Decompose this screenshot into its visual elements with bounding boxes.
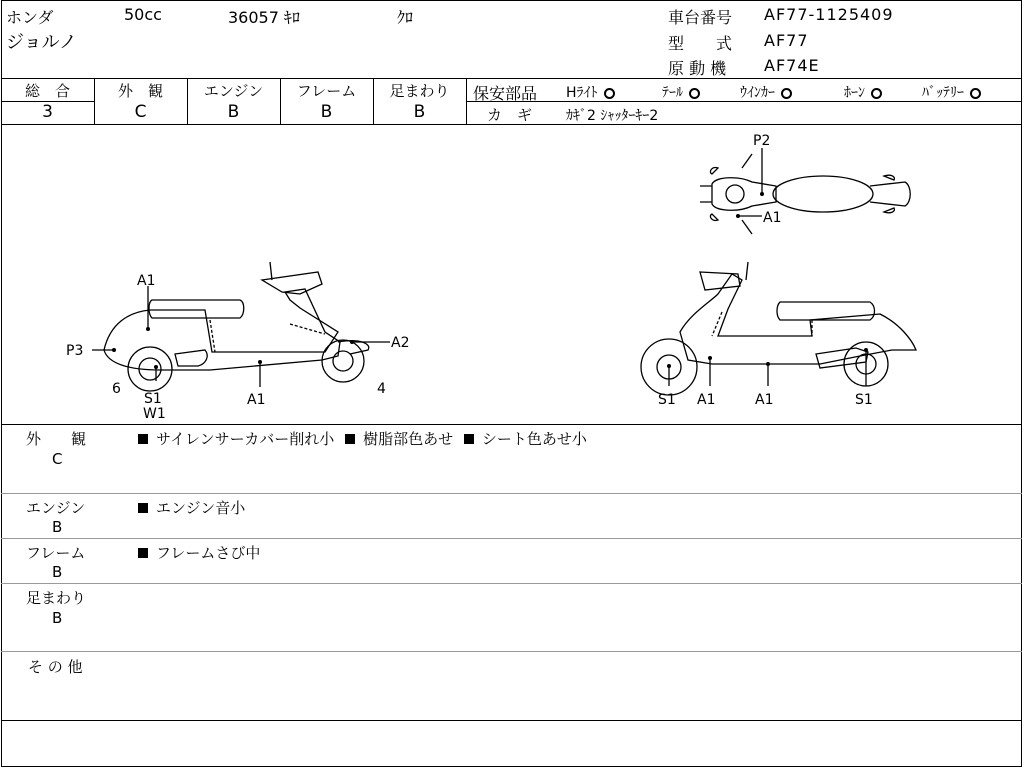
model-name: ジョルノ: [6, 32, 77, 53]
bullet-icon: [138, 503, 148, 513]
damage-label-4: 4: [377, 381, 386, 397]
remark-notes-exterior: サイレンサーカバー削れ小 樹脂部色あせ シート色あせ小: [136, 428, 587, 449]
mileage: 36057 ｷﾛ: [228, 8, 300, 27]
remark-category-frame: フレーム: [26, 544, 86, 562]
ok-mark-icon: [781, 88, 792, 99]
damage-label-p3: P3: [66, 343, 84, 359]
remark-grade-frame: B: [52, 563, 63, 581]
bullet-icon: [345, 434, 355, 444]
scooter-right-view: [641, 262, 916, 395]
frame-no-label: 車台番号: [668, 8, 733, 27]
divider: [466, 78, 467, 124]
divider: [1, 583, 1022, 584]
displacement: 50cc: [124, 5, 162, 24]
damage-label-s1: S1: [855, 392, 873, 408]
key-value: ｶｷﾞ2 ｼｬｯﾀｰｷｰ2: [566, 108, 659, 124]
scooter-damage-diagram: [0, 124, 1024, 424]
remark-category-other: そ の 他: [28, 658, 83, 676]
remark-notes-engine: エンジン音小: [136, 497, 245, 518]
ok-mark-icon: [604, 88, 615, 99]
safety-item-winker: ｳｲﾝｶｰ: [740, 82, 792, 102]
remark-category-engine: エンジン: [26, 499, 86, 517]
ok-mark-icon: [871, 88, 882, 99]
bullet-icon: [138, 548, 148, 558]
damage-label-a1: A1: [697, 392, 716, 408]
damage-label-a1: A1: [137, 273, 156, 289]
frame-grade: B: [320, 102, 333, 122]
engine-grade-label: エンジン: [203, 82, 264, 100]
safety-parts-label: 保安部品: [473, 84, 538, 103]
divider: [1, 493, 1022, 494]
type-value: AF77: [764, 31, 809, 50]
ok-mark-icon: [689, 88, 700, 99]
exterior-grade-label: 外 観: [117, 82, 163, 100]
bullet-icon: [138, 434, 148, 444]
type-label: 型 式: [668, 34, 733, 53]
damage-label-w1: W1: [143, 406, 166, 422]
damage-label-6: 6: [112, 381, 121, 397]
divider: [1, 538, 1022, 539]
safety-item-tail: ﾃｰﾙ: [662, 82, 700, 102]
remark-grade-exterior: C: [52, 450, 63, 468]
safety-item-horn: ﾎｰﾝ: [844, 82, 882, 102]
remark-category-exterior: 外 観: [26, 430, 87, 448]
divider: [1, 720, 1022, 721]
divider: [1, 78, 1022, 79]
damage-label-p2: P2: [753, 133, 771, 149]
damage-label-s1: S1: [658, 392, 676, 408]
exterior-grade: C: [134, 102, 147, 122]
damage-label-a1: A1: [247, 392, 266, 408]
safety-item-battery: ﾊﾞｯﾃﾘｰ: [922, 82, 981, 102]
engine-model: AF74E: [764, 56, 820, 75]
engine-grade: B: [227, 102, 240, 122]
engine-model-label: 原 動 機: [668, 59, 727, 78]
damage-label-s1: S1: [144, 391, 162, 407]
color: ｸﾛ: [397, 8, 414, 27]
bullet-icon: [464, 434, 474, 444]
key-label: カ ギ: [487, 106, 533, 124]
ok-mark-icon: [970, 88, 981, 99]
suspension-grade-label: 足まわり: [389, 82, 450, 100]
suspension-grade: B: [413, 102, 426, 122]
safety-item-headlight: Hﾗｲﾄ: [566, 82, 615, 102]
frame-grade-label: フレーム: [296, 82, 357, 100]
total-grade-label: 総 合: [24, 82, 70, 100]
damage-label-a2: A2: [391, 335, 410, 351]
remark-category-suspension: 足まわり: [26, 589, 87, 607]
maker: ホンダ: [6, 8, 54, 27]
remark-grade-suspension: B: [52, 609, 63, 627]
remark-notes-frame: フレームさび中: [136, 542, 260, 563]
scooter-top-view: [700, 154, 910, 234]
divider: [1, 424, 1022, 425]
remark-grade-engine: B: [52, 518, 63, 536]
total-grade: 3: [42, 102, 53, 122]
damage-label-a1: A1: [763, 210, 782, 226]
damage-label-a1: A1: [755, 392, 774, 408]
divider: [1, 651, 1022, 652]
frame-no: AF77-1125409: [764, 5, 894, 24]
